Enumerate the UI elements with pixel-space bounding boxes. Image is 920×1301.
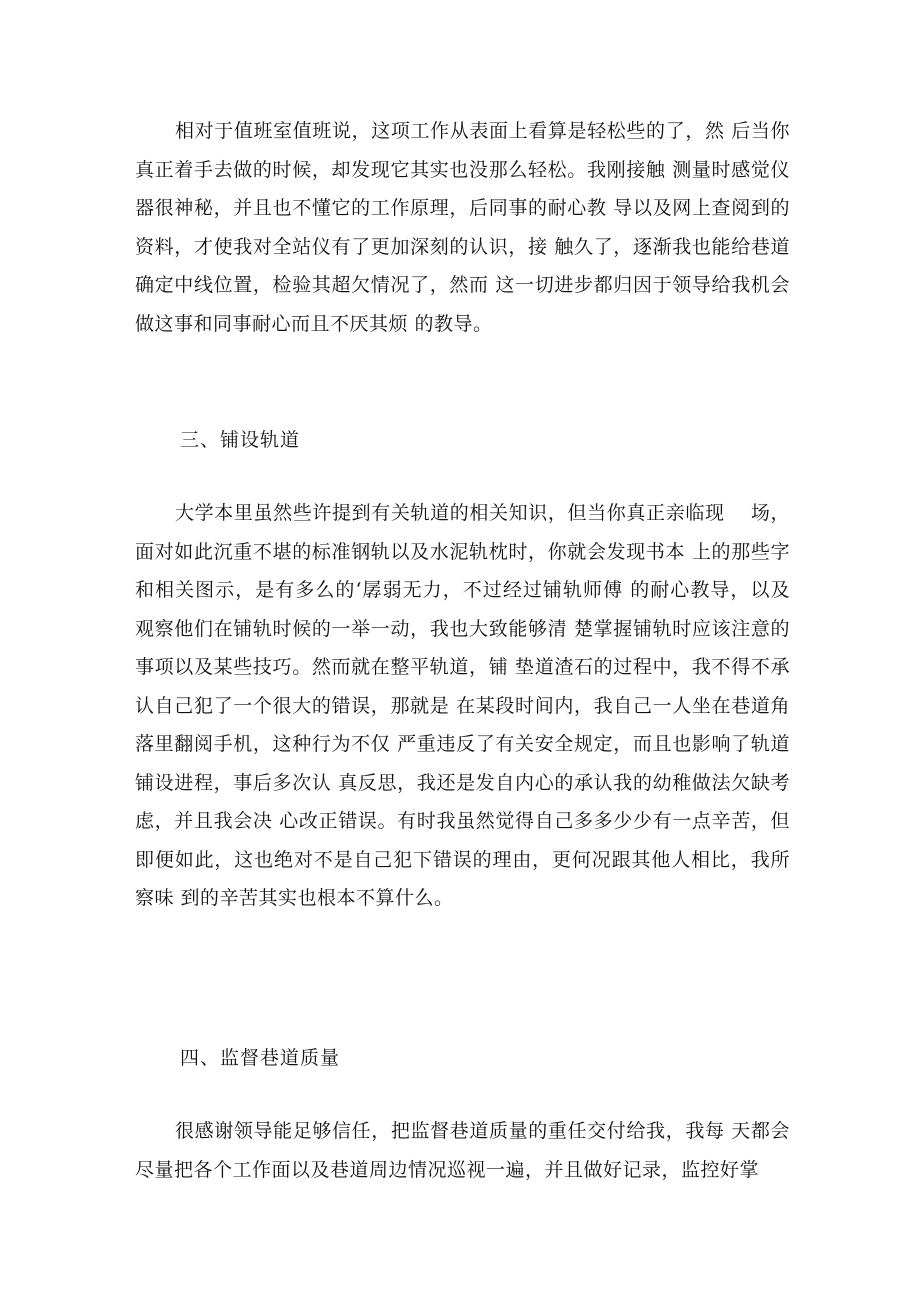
- section-heading-quality-supervision: 四、监督巷道质量: [180, 1047, 341, 1069]
- paragraph-track-laying: [135, 494, 790, 918]
- paragraph-text: 大学本里虽然些许提到有关轨道的相关知识，但当你真正亲临现 场，面对如此沉重不堪的标准钢轨以及水泥轨枕时，你就会发现书本 上的那些字和相关图示，是有多么的‘孱弱无力，不过经过铺轨师傅 的耐心教导，以及观察他们在铺轨时候的一举一动，我也大致能够清 楚掌握铺轨时应该注意的事项以及某些技巧。然而就在整平轨道，铺 垫道渣石的过程中，我不得不承认自己犯了一个很大的错误，那就是 在某段时间内，我自己一人坐在巷道角落里翻阅手机，这种行为不仅 严重违反了有关安全规定，而且也影响了轨道铺设进程，事后多次认 真反思，我还是发自内心的承认我的幼稚做法欠缺考虑，并且我会决 心改正错误。有时我虽然觉得自己多多少少有一点辛苦，但即便如此，这也绝对不是自己犯下错误的理由，更何况跟其他人相比，我所察味 到的辛苦其实也根本不算什么。: [135, 502, 790, 909]
- paragraph-text: 很感谢领导能足够信任，把监督巷道质量的重任交付给我，我每 天都会尽量把各个工作面以及巷道周边情况巡视一遍，并且做好记录，监控好掌: [135, 1120, 790, 1181]
- paragraph-measurement: [135, 112, 790, 343]
- section-heading-track-laying: 三、铺设轨道: [180, 429, 301, 451]
- paragraph-text: 相对于值班室值班说，这项工作从表面上看算是轻松些的了，然 后当你真正着手去做的时候，却发现它其实也没那么轻松。我刚接触 测量时感觉仪器很神秘，并且也不懂它的工作原理，后同事的耐心教 导以及网上查阅到的资料，才使我对全站仪有了更加深刻的认识，接 触久了，逐渐我也能给巷道确定中线位置，检验其超欠情况了，然而 这一切进步都归因于领导给我机会做这事和同事耐心而且不厌其烦 的教导。: [135, 120, 790, 335]
- paragraph-quality-supervision: [135, 1112, 790, 1189]
